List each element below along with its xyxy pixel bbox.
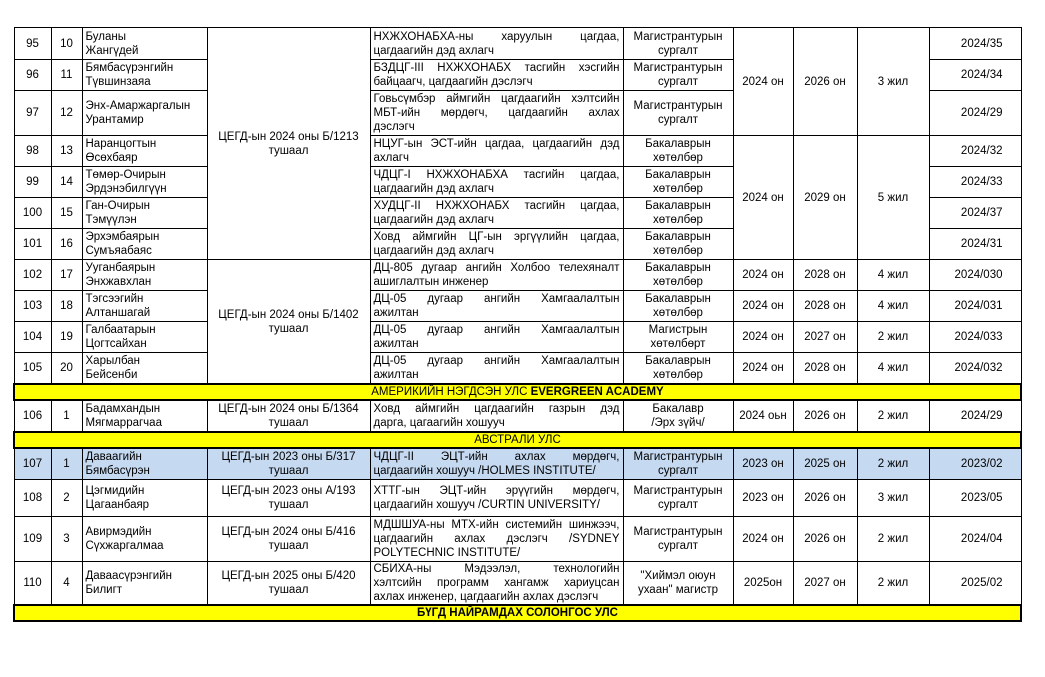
table-row — [14, 353, 1021, 385]
person-name: Даваагийн Бямбасүрэн — [82, 448, 207, 480]
start-year: 2023 он — [733, 448, 793, 480]
order-cell: ЦЕГД-ын 2024 оны Б/1213 тушаал — [207, 28, 370, 260]
row-number: 100 — [14, 198, 51, 229]
duration: 3 жил — [857, 480, 929, 517]
row-number: 96 — [14, 60, 51, 91]
position-desc: ЧДЦГ-II ЭЦТ-ийн ахлах мөрдөгч, цагдаагийн хошууч /HOLMES INSTITUTE/ — [370, 448, 623, 480]
position-desc: Говьсүмбэр аймгийн цагдаагийн хэлтсийн МБТ-ийн мөрдөгч, цагдаагийн ахлах дэслэгч — [370, 91, 623, 136]
duration: 4 жил — [857, 353, 929, 385]
program: Магистрын хөтөлбөрт — [623, 322, 733, 353]
start-year: 2025он — [733, 562, 793, 606]
order-file: 2024/29 — [929, 400, 1021, 432]
section-title: БҮГД НАЙРАМДАХ СОЛОНГОС УЛС — [14, 605, 1021, 621]
program: Бакалаврын хөтөлбөр — [623, 260, 733, 291]
row-number: 108 — [14, 480, 51, 517]
program: "Хиймэл оюун ухаан" магистр — [623, 562, 733, 606]
section-header-australia — [14, 432, 1021, 448]
row-number: 107 — [14, 448, 51, 480]
order-cell: ЦЕГД-ын 2024 оны Б/1364 тушаал — [207, 400, 370, 432]
row-subnumber: 19 — [51, 322, 82, 353]
start-year: 2024 он — [733, 353, 793, 385]
person-name: Ган-Очирын Тэмүүлэн — [82, 198, 207, 229]
order-file: 2024/32 — [929, 136, 1021, 167]
start-year: 2024 он — [733, 136, 793, 260]
row-number: 99 — [14, 167, 51, 198]
table-row — [14, 480, 1021, 517]
program: Бакалаврын хөтөлбөр — [623, 229, 733, 260]
program: Магистрантурын сургалт — [623, 448, 733, 480]
duration: 2 жил — [857, 517, 929, 562]
program: Бакалаврын хөтөлбөр — [623, 198, 733, 229]
end-year: 2025 он — [793, 448, 857, 480]
end-year: 2026 он — [793, 400, 857, 432]
student-table — [13, 27, 1022, 622]
program: Магистрантурын сургалт — [623, 91, 733, 136]
row-number: 95 — [14, 28, 51, 60]
person-name: Ууганбаярын Энхжавхлан — [82, 260, 207, 291]
row-number: 98 — [14, 136, 51, 167]
order-cell: ЦЕГД-ын 2024 оны Б/1402 тушаал — [207, 260, 370, 385]
table-row — [14, 517, 1021, 562]
position-desc: Ховд аймгийн цагдаагийн газрын дэд дарга, цагаагийн хошууч — [370, 400, 623, 432]
row-subnumber: 18 — [51, 291, 82, 322]
program: Бакалаврын хөтөлбөр — [623, 291, 733, 322]
row-subnumber: 15 — [51, 198, 82, 229]
table-row — [14, 28, 1021, 60]
row-subnumber: 20 — [51, 353, 82, 385]
duration: 4 жил — [857, 260, 929, 291]
row-subnumber: 4 — [51, 562, 82, 606]
end-year: 2026 он — [793, 517, 857, 562]
end-year: 2027 он — [793, 322, 857, 353]
position-desc: ДЦ-05 дугаар ангийн Хамгаалалтын ажилтан — [370, 291, 623, 322]
person-name: Авирмэдийн Сүхжаргалмаа — [82, 517, 207, 562]
section-header-usa — [14, 384, 1021, 400]
position-desc: ДЦ-05 дугаар ангийн Хамгаалалтын ажилтан — [370, 353, 623, 385]
duration: 2 жил — [857, 448, 929, 480]
row-number: 109 — [14, 517, 51, 562]
row-subnumber: 13 — [51, 136, 82, 167]
program: Магистрантурын сургалт — [623, 517, 733, 562]
program: Бакалавр /Эрх зүйч/ — [623, 400, 733, 432]
position-desc: БЗДЦГ-III НХЖХОНАБХ тасгийн хэсгийн байцаагч, цагдаагийн дэслэгч — [370, 60, 623, 91]
duration: 2 жил — [857, 562, 929, 606]
row-number: 102 — [14, 260, 51, 291]
section-title: АМЕРИКИЙН НЭГДСЭН УЛС EVERGREEN ACADEMY — [14, 384, 1021, 400]
duration: 2 жил — [857, 322, 929, 353]
person-name: Харылбан Бейсенби — [82, 353, 207, 385]
order-file: 2024/031 — [929, 291, 1021, 322]
row-subnumber: 10 — [51, 28, 82, 60]
program: Магистрантурын сургалт — [623, 60, 733, 91]
table-row — [14, 136, 1021, 167]
person-name: Даваасүрэнгийн Билигт — [82, 562, 207, 606]
row-subnumber: 1 — [51, 448, 82, 480]
order-file: 2024/033 — [929, 322, 1021, 353]
position-desc: ДЦ-05 дугаар ангийн Хамгаалалтын ажилтан — [370, 322, 623, 353]
table-row — [14, 291, 1021, 322]
order-file: 2024/04 — [929, 517, 1021, 562]
order-cell: ЦЕГД-ын 2025 оны Б/420 тушаал — [207, 562, 370, 606]
person-name: Эрхэмбаярын Сумъяабаяс — [82, 229, 207, 260]
position-desc: СБИХА-ны Мэдээлэл, технологийн хэлтсийн программ хангамж хариуцсан ахлах инженер, цагдаагийн ахлах дэслэгч — [370, 562, 623, 606]
section-header-korea — [14, 605, 1021, 621]
end-year: 2027 он — [793, 562, 857, 606]
person-name: Энх-Амаржаргалын Урантамир — [82, 91, 207, 136]
end-year: 2028 он — [793, 291, 857, 322]
table-row-selected — [14, 448, 1021, 480]
program: Магистрантурын сургалт — [623, 28, 733, 60]
start-year: 2024 он — [733, 517, 793, 562]
table-row — [14, 562, 1021, 606]
person-name: Тэгсээгийн Алтаншагай — [82, 291, 207, 322]
row-subnumber: 14 — [51, 167, 82, 198]
person-name: Галбаатарын Цогтсайхан — [82, 322, 207, 353]
person-name: Бадамхандын Мягмаррагчаа — [82, 400, 207, 432]
position-desc: МДШШУА-ны МТХ-ийн системийн шинжээч, цагдаагийн ахлах дэслэгч /SYDNEY POLYTECHNIC INSTITUTE/ — [370, 517, 623, 562]
person-name: Бямбасүрэнгийн Түвшинзаяа — [82, 60, 207, 91]
duration: 3 жил — [857, 28, 929, 136]
row-number: 103 — [14, 291, 51, 322]
person-name: Төмөр-Очирын Эрдэнэбилгүүн — [82, 167, 207, 198]
end-year: 2028 он — [793, 353, 857, 385]
duration: 4 жил — [857, 291, 929, 322]
person-name: Наранцогтын Өсөхбаяр — [82, 136, 207, 167]
position-desc: НХЖХОНАБХА-ны харуулын цагдаа, цагдаагийн дэд ахлагч — [370, 28, 623, 60]
row-subnumber: 12 — [51, 91, 82, 136]
position-desc: ХТТГ-ын ЭЦТ-ийн эрүүгийн мөрдөгч, цагдаагийн хошууч /CURTIN UNIVERSITY/ — [370, 480, 623, 517]
end-year: 2029 он — [793, 136, 857, 260]
row-subnumber: 3 — [51, 517, 82, 562]
order-file: 2025/02 — [929, 562, 1021, 606]
end-year: 2026 он — [793, 28, 857, 136]
start-year: 2024 он — [733, 260, 793, 291]
row-number: 104 — [14, 322, 51, 353]
person-name: Цэгмидийн Цагаанбаяр — [82, 480, 207, 517]
order-file: 2023/02 — [929, 448, 1021, 480]
table-row — [14, 400, 1021, 432]
start-year: 2024 он — [733, 322, 793, 353]
table-row — [14, 322, 1021, 353]
order-file: 2024/33 — [929, 167, 1021, 198]
order-cell: ЦЕГД-ын 2023 оны Б/317 тушаал — [207, 448, 370, 480]
row-number: 101 — [14, 229, 51, 260]
end-year: 2026 он — [793, 480, 857, 517]
row-number: 110 — [14, 562, 51, 606]
start-year: 2024 он — [733, 28, 793, 136]
row-subnumber: 11 — [51, 60, 82, 91]
order-file: 2023/05 — [929, 480, 1021, 517]
row-number: 105 — [14, 353, 51, 385]
position-desc: ЧДЦГ-I НХЖХОНАБХА тасгийн цагдаа, цагдаагийн дэд ахлагч — [370, 167, 623, 198]
order-cell: ЦЕГД-ын 2023 оны А/193 тушаал — [207, 480, 370, 517]
row-subnumber: 2 — [51, 480, 82, 517]
duration: 2 жил — [857, 400, 929, 432]
order-file: 2024/34 — [929, 60, 1021, 91]
start-year: 2024 оьн — [733, 400, 793, 432]
position-desc: ХУДЦГ-II НХЖХОНАБХ тасгийн цагдаа, цагдаагийн дэд ахлагч — [370, 198, 623, 229]
row-subnumber: 1 — [51, 400, 82, 432]
order-file: 2024/35 — [929, 28, 1021, 60]
program: Бакалаврын хөтөлбөр — [623, 353, 733, 385]
row-subnumber: 17 — [51, 260, 82, 291]
row-number: 106 — [14, 400, 51, 432]
row-number: 97 — [14, 91, 51, 136]
section-title: АВСТРАЛИ УЛС — [14, 432, 1021, 448]
order-file: 2024/030 — [929, 260, 1021, 291]
program: Бакалаврын хөтөлбөр — [623, 167, 733, 198]
program: Бакалаврын хөтөлбөр — [623, 136, 733, 167]
start-year: 2023 он — [733, 480, 793, 517]
table-row — [14, 260, 1021, 291]
duration: 5 жил — [857, 136, 929, 260]
end-year: 2028 он — [793, 260, 857, 291]
order-file: 2024/31 — [929, 229, 1021, 260]
person-name: Буланы Жангүдей — [82, 28, 207, 60]
position-desc: НЦУГ-ын ЭСТ-ийн цагдаа, цагдаагийн дэд ахлагч — [370, 136, 623, 167]
position-desc: Ховд аймгийн ЦГ-ын эргүүлийн цагдаа, цагдаагийн дэд ахлагч — [370, 229, 623, 260]
start-year: 2024 он — [733, 291, 793, 322]
row-subnumber: 16 — [51, 229, 82, 260]
order-file: 2024/032 — [929, 353, 1021, 385]
position-desc: ДЦ-805 дугаар ангийн Холбоо телехяналт ашиглалтын инженер — [370, 260, 623, 291]
order-file: 2024/29 — [929, 91, 1021, 136]
order-cell: ЦЕГД-ын 2024 оны Б/416 тушаал — [207, 517, 370, 562]
order-file: 2024/37 — [929, 198, 1021, 229]
program: Магистрантурын сургалт — [623, 480, 733, 517]
